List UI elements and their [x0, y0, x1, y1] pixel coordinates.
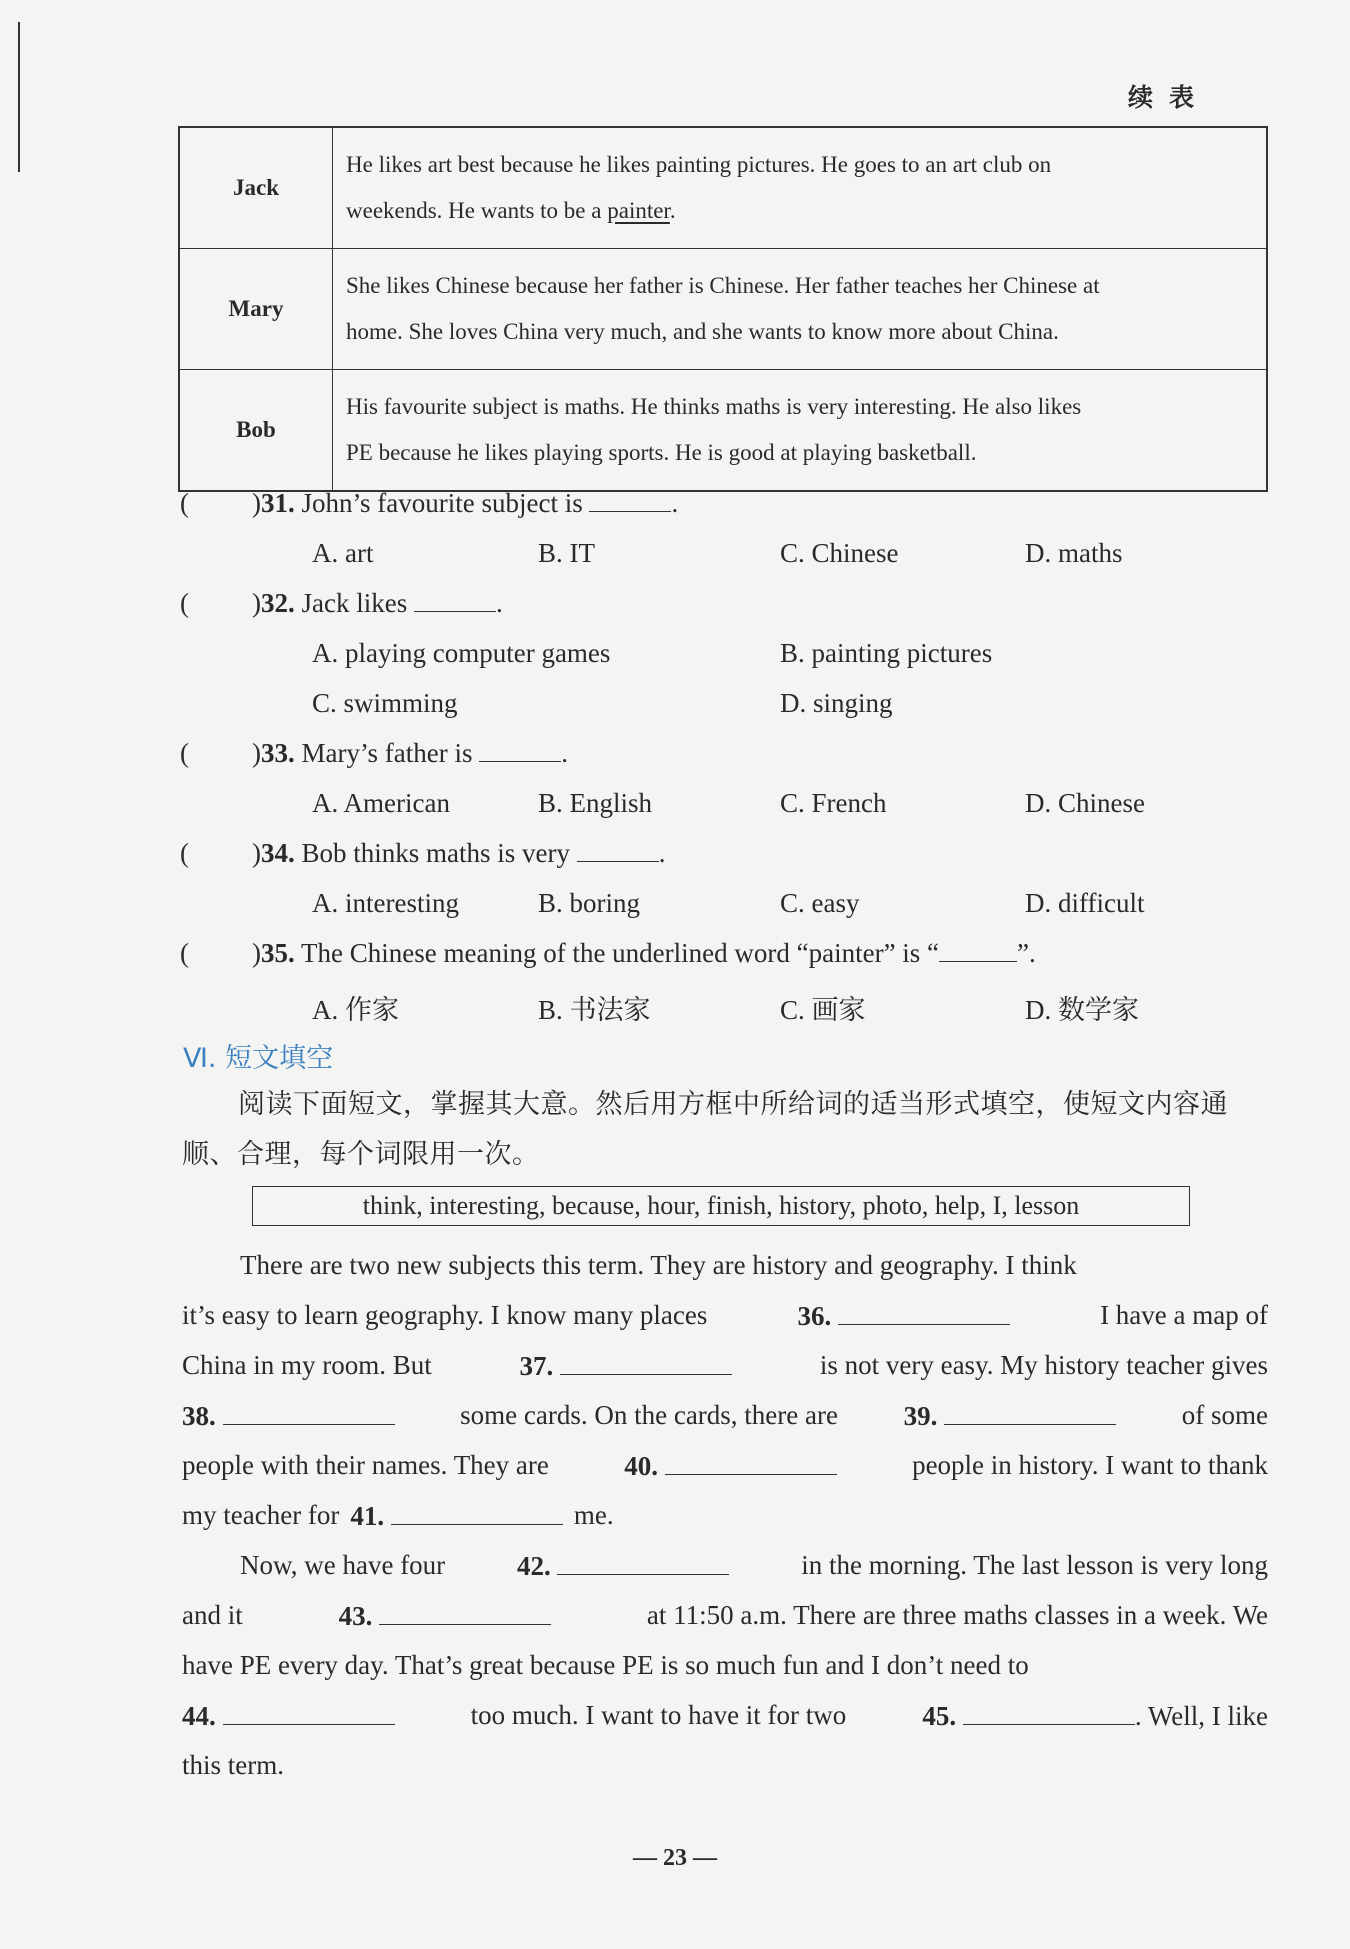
option-c[interactable]: C. swimming: [312, 688, 458, 718]
name-cell: Jack: [179, 127, 333, 249]
option-b[interactable]: B. painting pictures: [780, 638, 993, 668]
passage-line: China in my room. But 37. is not very easy. My history teacher gives: [182, 1350, 1268, 1381]
option-a[interactable]: A. interesting: [312, 888, 459, 918]
binding-line: [18, 22, 20, 172]
option-b[interactable]: B. IT: [538, 538, 595, 568]
option-b[interactable]: B. boring: [538, 888, 641, 918]
option-a[interactable]: A. 作家: [312, 995, 399, 1025]
blank-45[interactable]: [963, 1700, 1135, 1725]
section-instructions: 阅读下面短文，掌握其大意。然后用方框中所给词的适当形式填空，使短文内容通顺、合理，每个词限用一次。: [182, 1089, 1228, 1170]
passage-line: There are two new subjects this term. They are history and geography. I think: [240, 1250, 1077, 1280]
passage-line: have PE every day. That’s great because PE is so much fun and I don’t need to: [182, 1650, 1029, 1680]
option-b[interactable]: B. 书法家: [538, 995, 651, 1025]
desc-cell: He likes art best because he likes painting pictures. He goes to an art club on weekends. He wants to be a painter.: [333, 127, 1268, 249]
blank-39[interactable]: [944, 1400, 1116, 1425]
blank-36[interactable]: [838, 1300, 1010, 1325]
table-row: [179, 127, 1267, 249]
question-35: ( )35. The Chinese meaning of the underlined word “painter” is “ ”.: [180, 938, 1036, 968]
table-row: [179, 249, 1267, 370]
answer-blank[interactable]: [589, 489, 671, 512]
passage-line: and it 43. at 11:50 a.m. There are three maths classes in a week. We: [182, 1600, 1268, 1631]
answer-blank[interactable]: [479, 739, 561, 762]
option-d[interactable]: D. maths: [1025, 538, 1123, 568]
blank-43[interactable]: [379, 1600, 551, 1625]
question-33: ( )33. Mary’s father is .: [180, 738, 568, 768]
desc-cell: She likes Chinese because her father is Chinese. Her father teaches her Chinese at home. She loves China very much, and she wants to know more about China.: [333, 249, 1268, 370]
question-32: ( )32. Jack likes .: [180, 588, 503, 618]
option-a[interactable]: A. art: [312, 538, 374, 568]
underlined-word: painter: [607, 198, 670, 223]
option-a[interactable]: A. American: [312, 788, 450, 818]
option-c[interactable]: C. Chinese: [780, 538, 899, 568]
option-d[interactable]: D. difficult: [1025, 888, 1145, 918]
name-cell: Mary: [179, 249, 333, 370]
option-b[interactable]: B. English: [538, 788, 653, 818]
option-d[interactable]: D. singing: [780, 688, 893, 718]
option-c[interactable]: C. 画家: [780, 995, 866, 1025]
passage-line: 38. some cards. On the cards, there are 39. of some: [182, 1400, 1268, 1431]
name-cell: Bob: [179, 370, 333, 492]
blank-42[interactable]: [557, 1550, 729, 1575]
table-row: [179, 370, 1267, 492]
passage-line: Now, we have four 42. in the morning. The last lesson is very long: [240, 1550, 1268, 1581]
question-34: ( )34. Bob thinks maths is very .: [180, 838, 666, 868]
blank-41[interactable]: [391, 1500, 563, 1525]
passage-line: my teacher for 41. me.: [182, 1500, 614, 1531]
passage-line: this term.: [182, 1750, 284, 1780]
blank-37[interactable]: [560, 1350, 732, 1375]
option-c[interactable]: C. easy: [780, 888, 860, 918]
answer-blank[interactable]: [939, 939, 1017, 962]
desc-cell: His favourite subject is maths. He thinks maths is very interesting. He also likes PE because he likes playing sports. He is good at playing basketball.: [333, 370, 1268, 492]
passage-line: people with their names. They are 40. people in history. I want to thank: [182, 1450, 1268, 1481]
option-d[interactable]: D. Chinese: [1025, 788, 1145, 818]
option-c[interactable]: C. French: [780, 788, 887, 818]
passage-line: 44. too much. I want to have it for two 45. . Well, I like: [182, 1700, 1268, 1731]
student-subject-table: [178, 126, 1268, 492]
blank-40[interactable]: [665, 1450, 837, 1475]
blank-38[interactable]: [223, 1400, 395, 1425]
option-a[interactable]: A. playing computer games: [312, 638, 611, 668]
page-number: — 23 —: [633, 1845, 717, 1871]
option-d[interactable]: D. 数学家: [1025, 995, 1139, 1025]
answer-blank[interactable]: [577, 839, 659, 862]
section-title: Ⅵ. 短文填空: [183, 1043, 334, 1074]
question-31: ( )31. John’s favourite subject is .: [180, 488, 679, 518]
passage-line: it’s easy to learn geography. I know many places 36. I have a map of: [182, 1300, 1268, 1331]
answer-blank[interactable]: [414, 589, 496, 612]
blank-44[interactable]: [223, 1700, 395, 1725]
word-box: think, interesting, because, hour, finish, history, photo, help, I, lesson: [252, 1186, 1190, 1226]
continued-label: 续表: [1127, 83, 1210, 112]
